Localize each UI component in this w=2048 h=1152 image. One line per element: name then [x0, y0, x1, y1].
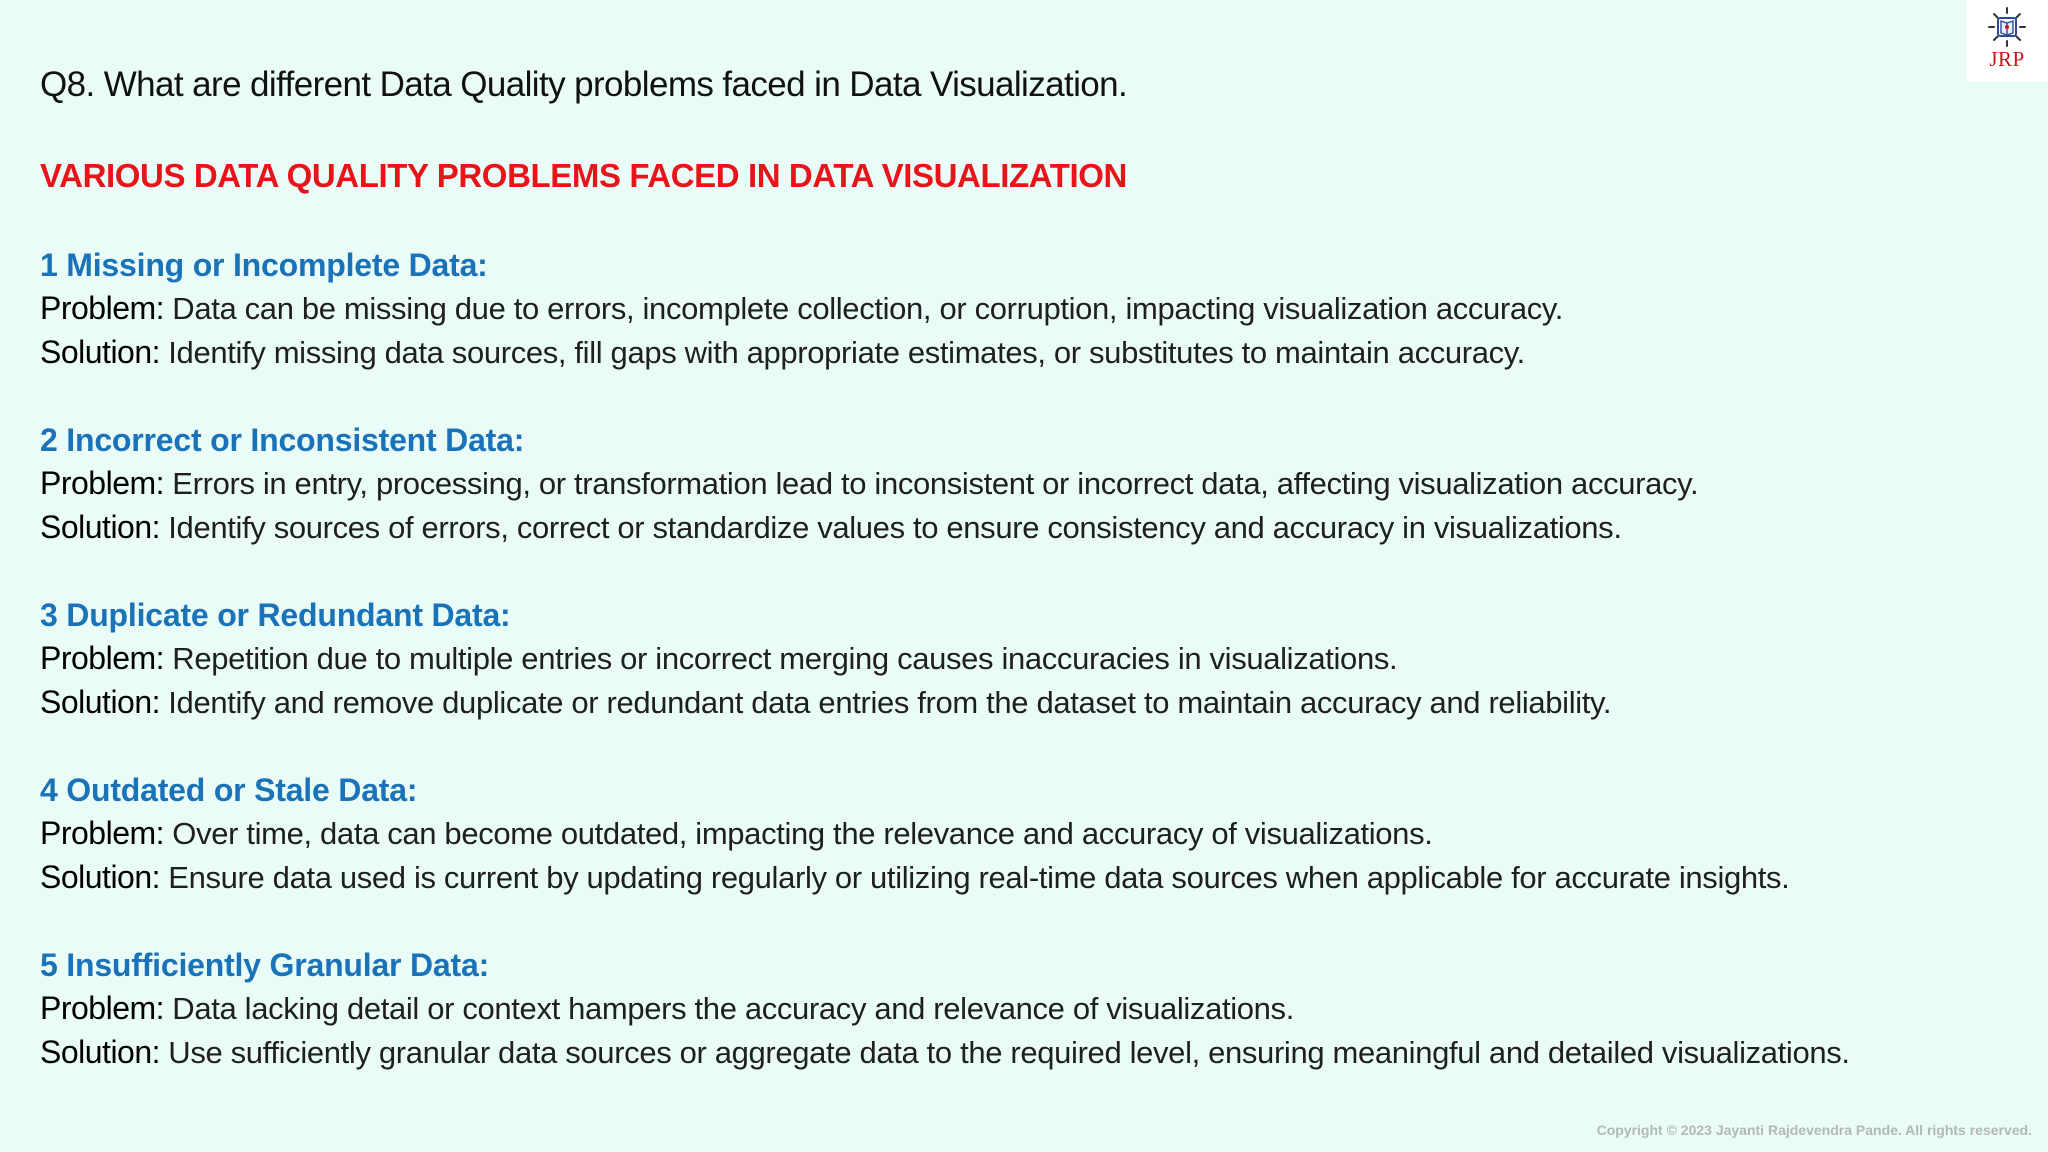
solution-text: Identify sources of errors, correct or standardize values to ensure consistency and accuracy in visualizations.: [160, 509, 1622, 545]
solution-label: Solution:: [40, 508, 161, 545]
section-title: 1 Missing or Incomplete Data:: [40, 247, 488, 283]
problem-text: Errors in entry, processing, or transformation lead to inconsistent or incorrect data, affecting visualization accuracy.: [164, 466, 1699, 501]
problem-label: Problem:: [40, 290, 165, 326]
solution-label: Solution:: [40, 683, 161, 720]
section-title: 2 Incorrect or Inconsistent Data:: [40, 422, 525, 458]
problem-line: [40, 637, 2030, 681]
problem-line: [40, 812, 2030, 856]
section-title: 5 Insufficiently Granular Data:: [40, 947, 490, 983]
problem-section-2: [40, 418, 2030, 549]
solution-label: Solution:: [40, 333, 161, 370]
solution-text: Use sufficiently granular data sources or aggregate data to the required level, ensuring meaningful and detailed visualizations.: [160, 1034, 1850, 1070]
section-title: 4 Outdated or Stale Data:: [40, 772, 418, 808]
copyright-notice: Copyright © 2023 Jayanti Rajdevendra Pande. All rights reserved.: [1596, 1122, 2032, 1138]
problem-label: Problem:: [40, 640, 165, 676]
problem-line: [40, 462, 2030, 506]
sun-book-icon: [1985, 6, 2029, 48]
solution-line: [40, 331, 2030, 375]
problem-label: Problem:: [40, 815, 165, 851]
solution-line: [40, 681, 2030, 725]
section-title: 3 Duplicate or Redundant Data:: [40, 597, 511, 633]
jrp-logo: [1966, 0, 2048, 82]
problem-text: Data lacking detail or context hampers the accuracy and relevance of visualizations.: [164, 991, 1294, 1026]
question-title: Q8. What are different Data Quality problems faced in Data Visualization.: [40, 65, 1128, 104]
solution-line: [40, 856, 2030, 900]
problem-section-1: [40, 243, 2030, 374]
problem-text: Repetition due to multiple entries or incorrect merging causes inaccuracies in visualizations.: [164, 641, 1398, 676]
solution-label: Solution:: [40, 1033, 161, 1070]
solution-line: [40, 506, 2030, 550]
problem-line: [40, 987, 2030, 1031]
solution-line: [40, 1031, 2030, 1075]
problem-label: Problem:: [40, 990, 165, 1026]
section-heading: VARIOUS DATA QUALITY PROBLEMS FACED IN DATA VISUALIZATION: [40, 157, 1127, 194]
problem-text: Data can be missing due to errors, incomplete collection, or corruption, impacting visualization accuracy.: [164, 291, 1564, 326]
logo-text: JRP: [1989, 47, 2025, 71]
solution-text: Identify missing data sources, fill gaps with appropriate estimates, or substitutes to maintain accuracy.: [160, 334, 1525, 370]
solution-text: Identify and remove duplicate or redundant data entries from the dataset to maintain accuracy and reliability.: [160, 684, 1612, 720]
problem-section-3: [40, 593, 2030, 724]
problem-section-5: [40, 943, 2030, 1074]
solution-label: Solution:: [40, 858, 161, 895]
problem-text: Over time, data can become outdated, impacting the relevance and accuracy of visualizations.: [164, 816, 1433, 851]
slide-content: [40, 62, 2030, 1074]
solution-text: Ensure data used is current by updating regularly or utilizing real-time data sources when applicable for accurate insights.: [160, 859, 1790, 895]
problem-line: [40, 287, 2030, 331]
problem-label: Problem:: [40, 465, 165, 501]
problem-section-4: [40, 768, 2030, 899]
